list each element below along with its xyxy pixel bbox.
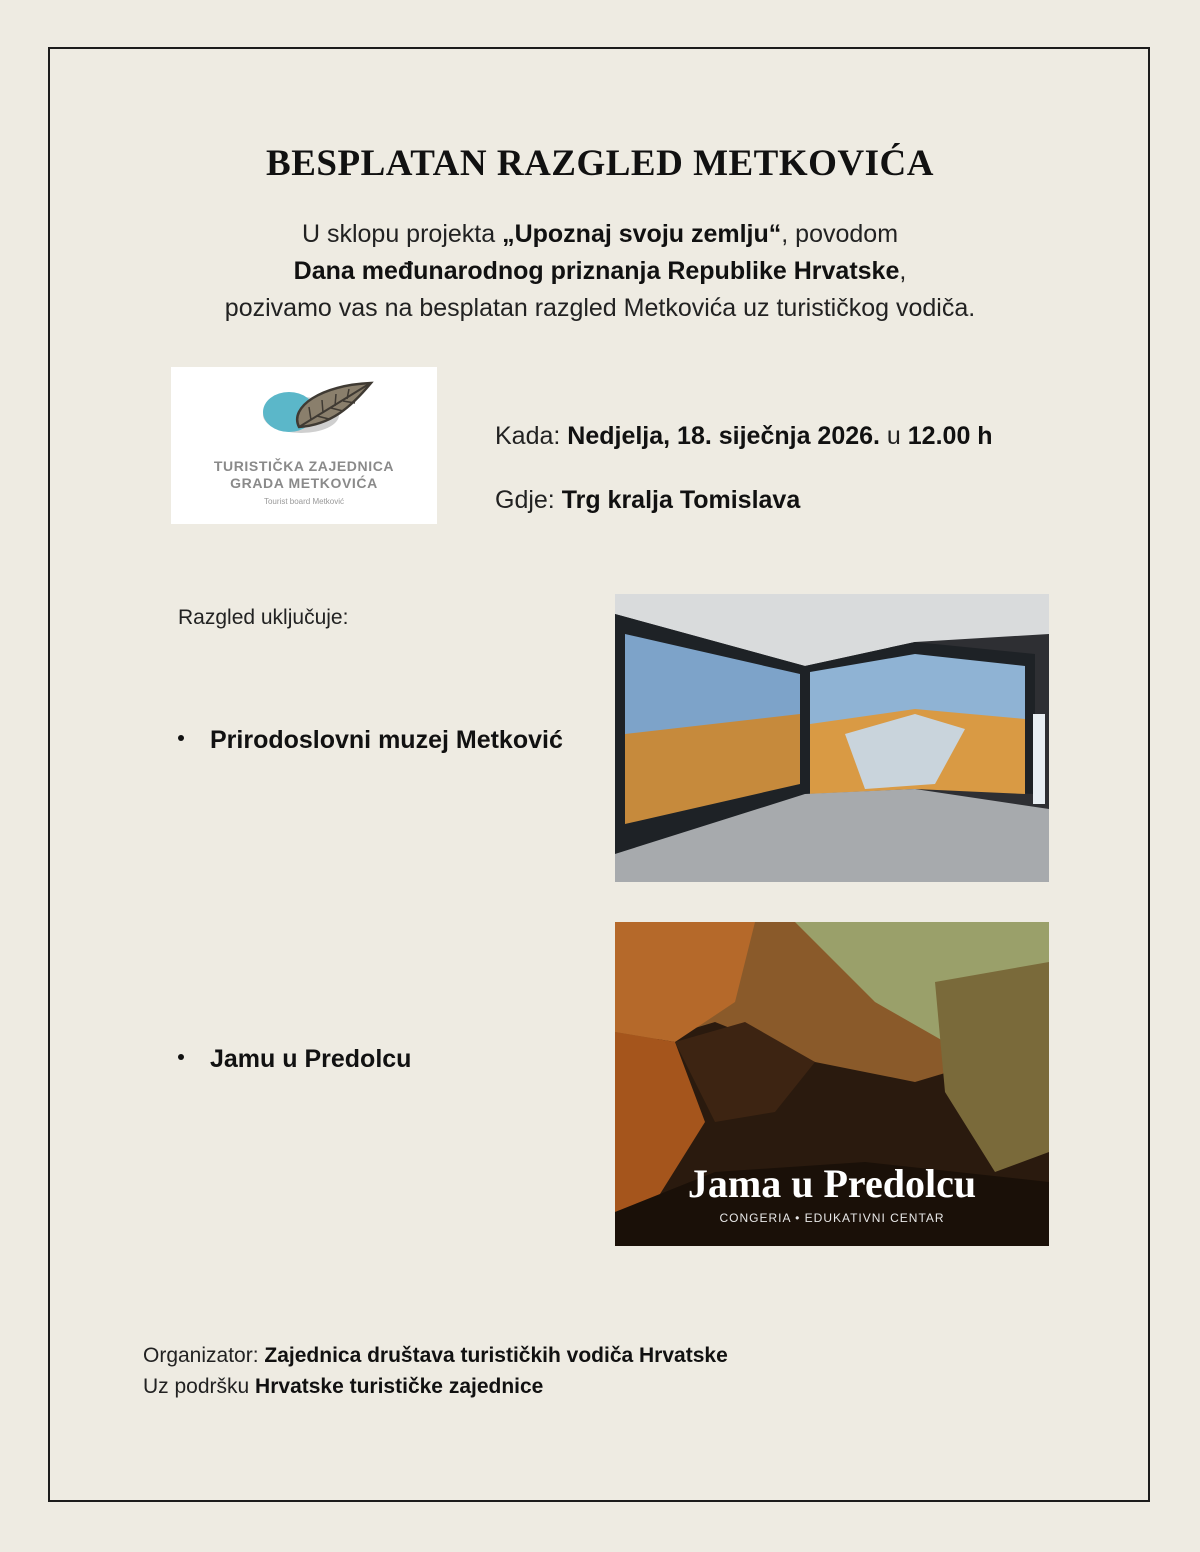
intro-line-2-post: , [899,257,907,285]
when-mid: u [879,422,908,450]
intro-line-1-pre: U sklopu projekta [301,220,503,248]
support-label: Uz podršku [143,1375,256,1398]
logo-line-2: GRADA METKOVIĆA [230,475,378,491]
where-label: Gdje: [495,486,562,514]
when-label: Kada: [495,422,568,450]
when-time: 12.00 h [907,422,993,450]
event-where [495,486,800,515]
logo-line-3: Tourist board Metković [263,497,345,506]
intro-line-1 [0,220,1200,249]
where-value: Trg kralja Tomislava [561,486,801,514]
cave-image-title: Jama u Predolcu [687,1161,977,1206]
support-value: Hrvatske turističke zajednice [255,1375,544,1398]
list-item [178,1045,411,1074]
project-name: „Upoznaj svoju zemlju“ [502,220,782,248]
list-item-text: Jamu u Predolcu [210,1045,412,1073]
occasion-name: Dana međunarodnog priznanja Republike Hrvatske [293,257,900,285]
support-line [143,1375,543,1399]
list-item [178,726,563,755]
cave-photo [615,922,1049,1246]
when-date: Nedjelja, 18. siječnja 2026. [567,422,880,450]
event-when [495,422,993,451]
organizer-line [143,1344,728,1368]
logo-line-1: TURISTIČKA ZAJEDNICA [213,458,395,474]
intro-line-2 [0,257,1200,286]
organizer-value: Zajednica društava turističkih vodiča Hrvatske [264,1344,728,1367]
bullet-icon [178,1054,184,1060]
intro-line-1-post: , povodom [781,220,899,248]
tourist-board-logo [171,367,437,524]
poster-title: BESPLATAN RAZGLED METKOVIĆA [266,143,934,184]
intro-line-3: pozivamo vas na besplatan razgled Metkovića uz turističkog vodiča. [224,294,976,322]
bullet-icon [178,735,184,741]
list-item-text: Prirodoslovni muzej Metković [210,726,563,754]
museum-photo [615,594,1049,882]
leaf-logo-icon [171,367,437,457]
includes-label: Razgled uključuje: [178,606,349,629]
organizer-label: Organizator: [143,1344,265,1367]
cave-image-subtitle: CONGERIA • EDUKATIVNI CENTAR [719,1211,945,1225]
